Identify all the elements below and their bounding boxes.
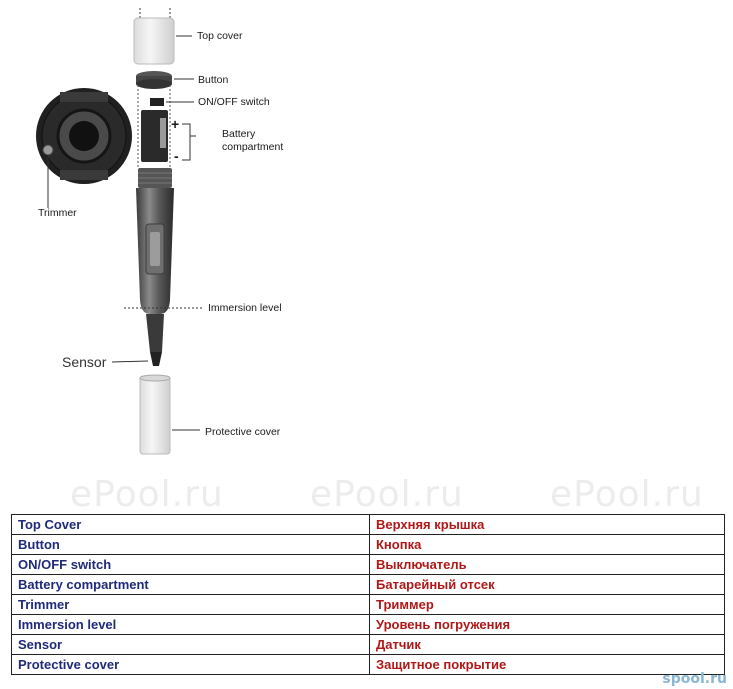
- table-row: [12, 555, 725, 575]
- table-row: [12, 575, 725, 595]
- label-sensor: Sensor: [62, 354, 107, 370]
- top-cover-part: [134, 8, 192, 64]
- button-part: [136, 71, 194, 89]
- table-row: [12, 655, 725, 675]
- legend-en: Trimmer: [12, 595, 370, 615]
- table-row: [12, 615, 725, 635]
- table-row: [12, 535, 725, 555]
- label-battery-line2: compartment: [222, 141, 284, 153]
- label-minus: -: [174, 148, 179, 164]
- watermark-3: ePool.ru: [550, 474, 704, 515]
- battery-part: [141, 98, 196, 162]
- protective-cover-part: [140, 375, 200, 454]
- legend-ru: Верхняя крышка: [370, 515, 725, 535]
- legend-table: [11, 514, 725, 675]
- label-top-cover: Top cover: [197, 30, 243, 42]
- label-trimmer: Trimmer: [38, 207, 77, 219]
- label-on-off-switch: ON/OFF switch: [198, 96, 270, 108]
- legend-en: Immersion level: [12, 615, 370, 635]
- label-plus: +: [171, 116, 180, 132]
- legend-ru: Защитное покрытие: [370, 655, 725, 675]
- legend-en: Top Cover: [12, 515, 370, 535]
- legend-ru: Уровень погружения: [370, 615, 725, 635]
- legend-ru: Выключатель: [370, 555, 725, 575]
- legend-en: Sensor: [12, 635, 370, 655]
- label-protective-cover: Protective cover: [205, 426, 281, 438]
- label-button: Button: [198, 74, 229, 86]
- watermark-1: ePool.ru: [70, 474, 224, 515]
- table-row: [12, 515, 725, 535]
- legend-en: ON/OFF switch: [12, 555, 370, 575]
- legend-en: Protective cover: [12, 655, 370, 675]
- head-top-view: [36, 88, 132, 208]
- legend-en: Button: [12, 535, 370, 555]
- pen-body: [112, 168, 204, 366]
- legend-ru: Батарейный отсек: [370, 575, 725, 595]
- legend-ru: Кнопка: [370, 535, 725, 555]
- watermark-2: ePool.ru: [310, 474, 464, 515]
- table-row: [12, 595, 725, 615]
- label-battery-line1: Battery: [222, 128, 256, 140]
- legend-ru: Датчик: [370, 635, 725, 655]
- table-row: [12, 635, 725, 655]
- brand-logo: spool.ru: [662, 671, 727, 687]
- label-immersion-level: Immersion level: [208, 302, 282, 314]
- legend-ru: Триммер: [370, 595, 725, 615]
- legend-en: Battery compartment: [12, 575, 370, 595]
